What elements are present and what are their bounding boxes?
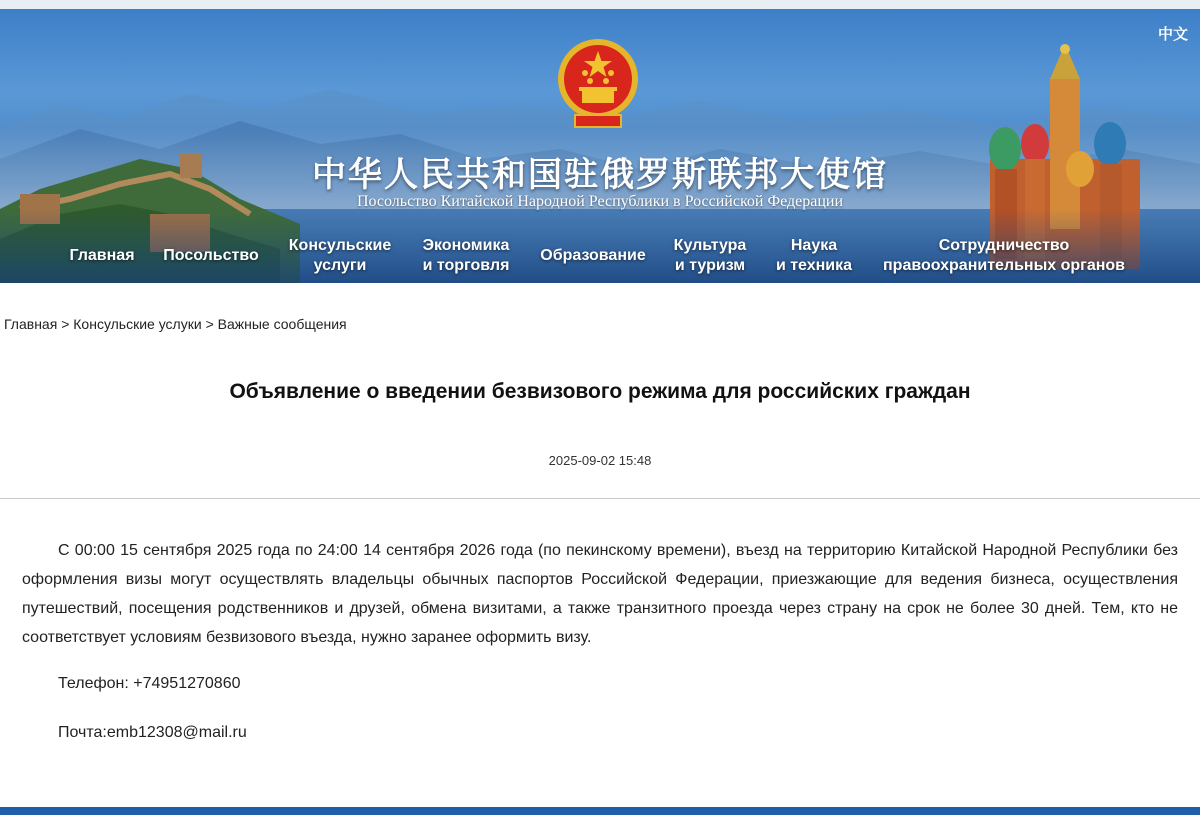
nav-item-science-technology[interactable] [766, 229, 862, 283]
breadcrumb-item-important-messages[interactable]: Важные сообщения [217, 316, 347, 332]
breadcrumb-separator: > [205, 316, 214, 332]
nav-label-line2: услуги [313, 257, 367, 274]
nav-label-line1: Культура [673, 237, 747, 254]
breadcrumb-item-consular[interactable]: Консульские услуки [73, 316, 202, 332]
nav-item-education[interactable] [530, 229, 656, 283]
nav-label-line2: и техника [775, 257, 853, 274]
article-paragraph: С 00:00 15 сентября 2025 года по 24:00 14 сентября 2026 года (по пекинскому времени), въезд на территорию Китайской Народной Республики без оформления визы могут осуществлять владельцы обычных паспортов Российской Федерации, приезжающие для ведения бизнеса, осуществления путешествий, посещения родственников и друзей, обмена визитами, а также транзитного проезда через страну на срок не более 30 дней. Тем, кто не соответствует условиям безвизового въезда, нужно заранее оформить визу. [22, 542, 1178, 646]
article-title: Объявление о введении безвизового режима для российских граждан [229, 380, 971, 403]
nav-item-law-enforcement-cooperation[interactable] [872, 229, 1136, 283]
embassy-title-russian: Посольство Китайской Народной Республики в Российской Федерации [356, 193, 844, 210]
nav-label: Посольство [163, 247, 259, 264]
top-strip [0, 0, 1200, 9]
article-date: 2025-09-02 15:48 [548, 453, 652, 468]
nav-label-line2: и туризм [674, 257, 746, 274]
breadcrumb-item-home[interactable]: Главная [4, 316, 58, 332]
national-emblem-icon [557, 37, 639, 133]
nav-label-line1: Сотрудничество [938, 237, 1070, 254]
nav-label-line1: Наука [790, 237, 838, 254]
main-navigation [0, 229, 1200, 283]
embassy-title-chinese: 中华人民共和国驻俄罗斯联邦大使馆 [312, 155, 888, 195]
nav-label: Образование [540, 247, 646, 264]
breadcrumb-separator: > [61, 316, 70, 332]
contact-email: Почта:emb12308@mail.ru [58, 724, 247, 741]
nav-item-home[interactable] [60, 229, 144, 283]
footer-bar [0, 807, 1200, 815]
nav-label-line1: Консульские [288, 237, 392, 254]
nav-item-consular-services[interactable] [278, 229, 402, 283]
breadcrumb [4, 316, 347, 332]
nav-label-line2: и торговля [422, 257, 510, 274]
nav-item-economy-trade[interactable] [410, 229, 522, 283]
nav-label: Главная [69, 247, 135, 264]
nav-label-line1: Экономика [422, 237, 510, 254]
header-banner [0, 9, 1200, 283]
nav-item-embassy[interactable] [152, 229, 270, 283]
contact-phone: Телефон: +74951270860 [58, 675, 241, 692]
language-switch-link[interactable]: 中文 [1157, 25, 1188, 43]
divider [0, 498, 1200, 499]
nav-label-line2: правоохранительных органов [883, 257, 1125, 274]
nav-item-culture-tourism[interactable] [662, 229, 758, 283]
